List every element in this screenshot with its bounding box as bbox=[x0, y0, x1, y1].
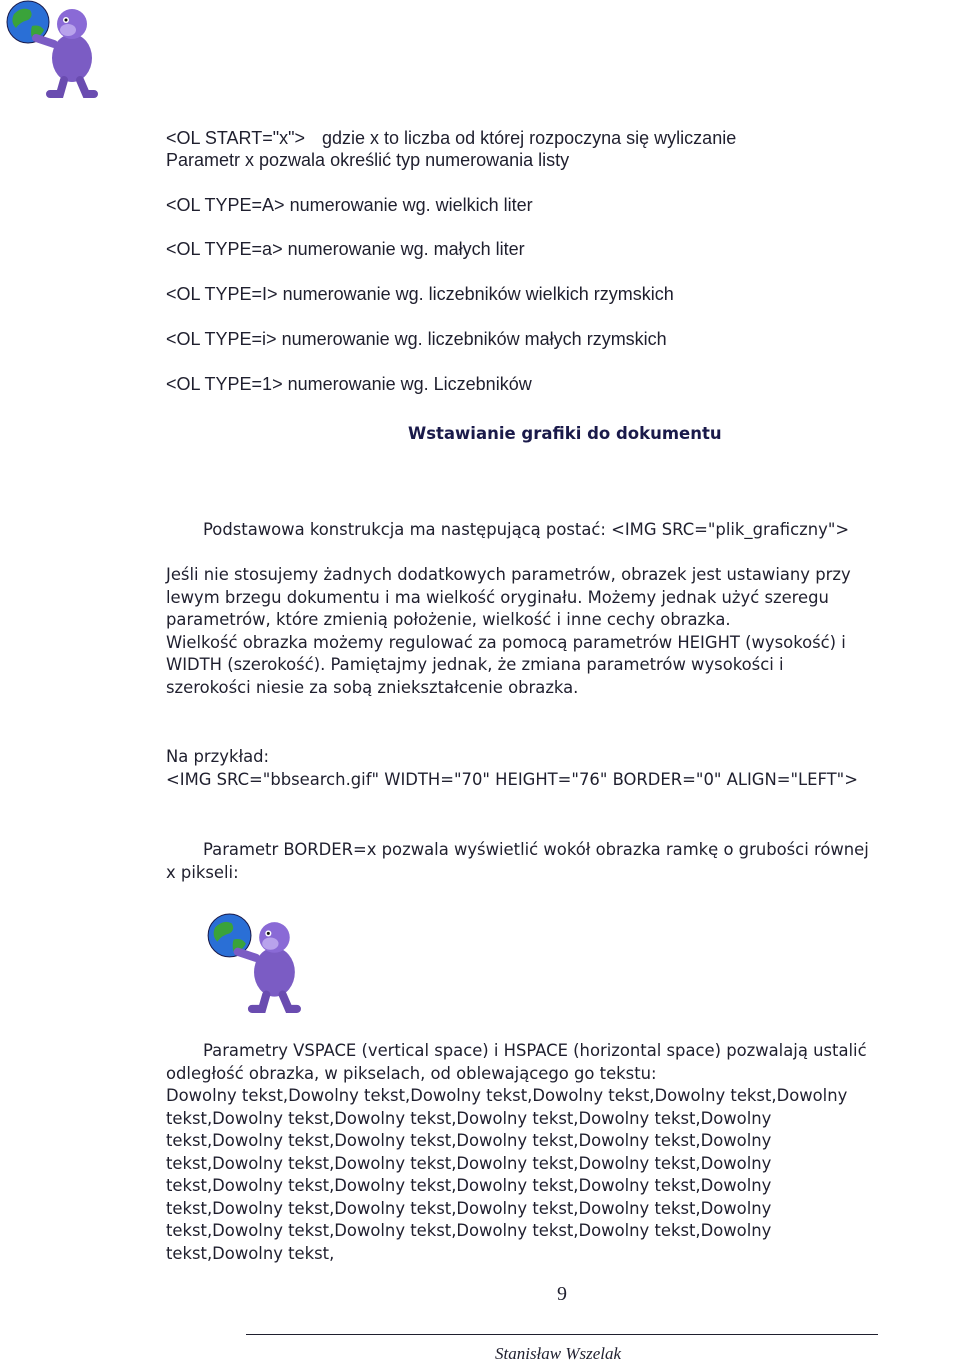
section-heading: Wstawianie grafiki do dokumentu bbox=[408, 424, 722, 443]
mascot-globe-image-top bbox=[2, 0, 98, 98]
page-number: 9 bbox=[557, 1283, 567, 1305]
text-line: tekst,Dowolny tekst, bbox=[166, 1243, 335, 1263]
text-line: Parametr BORDER=x pozwala wyświetlić wokół obrazka ramkę o grubości równej bbox=[203, 840, 869, 859]
ol-type-item: <OL TYPE=1> numerowanie wg. Liczebników bbox=[166, 374, 532, 394]
ol-type-item: <OL TYPE=A> numerowanie wg. wielkich liter bbox=[166, 195, 533, 215]
ol-start-line bbox=[166, 128, 736, 149]
text-line: Dowolny tekst,Dowolny tekst,Dowolny tekst,Dowolny tekst,Dowolny tekst,Dowolny bbox=[166, 1086, 848, 1105]
text-line: x pikseli: bbox=[166, 862, 239, 882]
footer-author: Stanisław Wszelak bbox=[495, 1344, 622, 1363]
ol-start-desc: gdzie x to liczba od której rozpoczyna się wyliczanie bbox=[322, 128, 737, 148]
example-block bbox=[166, 746, 858, 791]
text-line: WIDTH (szerokość). Pamiętajmy jednak, że zmiana parametrów wysokości i bbox=[166, 655, 784, 674]
default-paragraph bbox=[166, 564, 851, 699]
ol-type-intro: Parametr x pozwala określić typ numerowania listy bbox=[166, 150, 570, 170]
example-label: Na przykład: bbox=[166, 747, 270, 766]
text-line: tekst,Dowolny tekst,Dowolny tekst,Dowolny tekst,Dowolny tekst,Dowolny bbox=[166, 1131, 772, 1150]
construction-paragraph: Podstawowa konstrukcja ma następującą postać: <IMG SRC="plik_graficzny"> bbox=[203, 520, 850, 539]
text-line: tekst,Dowolny tekst,Dowolny tekst,Dowolny tekst,Dowolny tekst,Dowolny bbox=[166, 1221, 772, 1240]
text-line: tekst,Dowolny tekst,Dowolny tekst,Dowolny tekst,Dowolny tekst,Dowolny bbox=[166, 1108, 772, 1128]
text-line: tekst,Dowolny tekst,Dowolny tekst,Dowolny tekst,Dowolny tekst,Dowolny bbox=[166, 1153, 772, 1173]
ol-start-code: <OL START="x"> bbox=[166, 128, 305, 148]
text-line: szerokości niesie za sobą zniekształcenie obrazka. bbox=[166, 677, 579, 697]
footer-divider bbox=[246, 1334, 878, 1335]
example-code: <IMG SRC="bbsearch.gif" WIDTH="70" HEIGHT="76" BORDER="0" ALIGN="LEFT"> bbox=[166, 769, 858, 789]
border-paragraph bbox=[166, 839, 869, 884]
ol-type-item: <OL TYPE=a> numerowanie wg. małych liter bbox=[166, 239, 525, 259]
text-line: Jeśli nie stosujemy żadnych dodatkowych parametrów, obrazek jest ustawiany przy bbox=[166, 565, 851, 584]
text-line: Parametry VSPACE (vertical space) i HSPACE (horizontal space) pozwalają ustalić bbox=[203, 1041, 867, 1060]
space-paragraph bbox=[166, 1040, 867, 1265]
mascot-globe-image-example bbox=[203, 913, 301, 1013]
text-line: Wielkość obrazka możemy regulować za pomocą parametrów HEIGHT (wysokość) i bbox=[166, 632, 846, 652]
text-line: tekst,Dowolny tekst,Dowolny tekst,Dowolny tekst,Dowolny tekst,Dowolny bbox=[166, 1176, 772, 1195]
text-line: tekst,Dowolny tekst,Dowolny tekst,Dowolny tekst,Dowolny tekst,Dowolny bbox=[166, 1198, 772, 1218]
ol-type-item: <OL TYPE=i> numerowanie wg. liczebników małych rzymskich bbox=[166, 329, 667, 349]
text-line: lewym brzegu dokumentu i ma wielkość oryginału. Możemy jednak użyć szeregu bbox=[166, 587, 829, 607]
text-line: odległość obrazka, w pikselach, od oblewającego go tekstu: bbox=[166, 1063, 657, 1083]
ol-type-item: <OL TYPE=I> numerowanie wg. liczebników wielkich rzymskich bbox=[166, 284, 674, 304]
text-line: parametrów, które zmienią położenie, wielkość i inne cechy obrazka. bbox=[166, 610, 731, 629]
